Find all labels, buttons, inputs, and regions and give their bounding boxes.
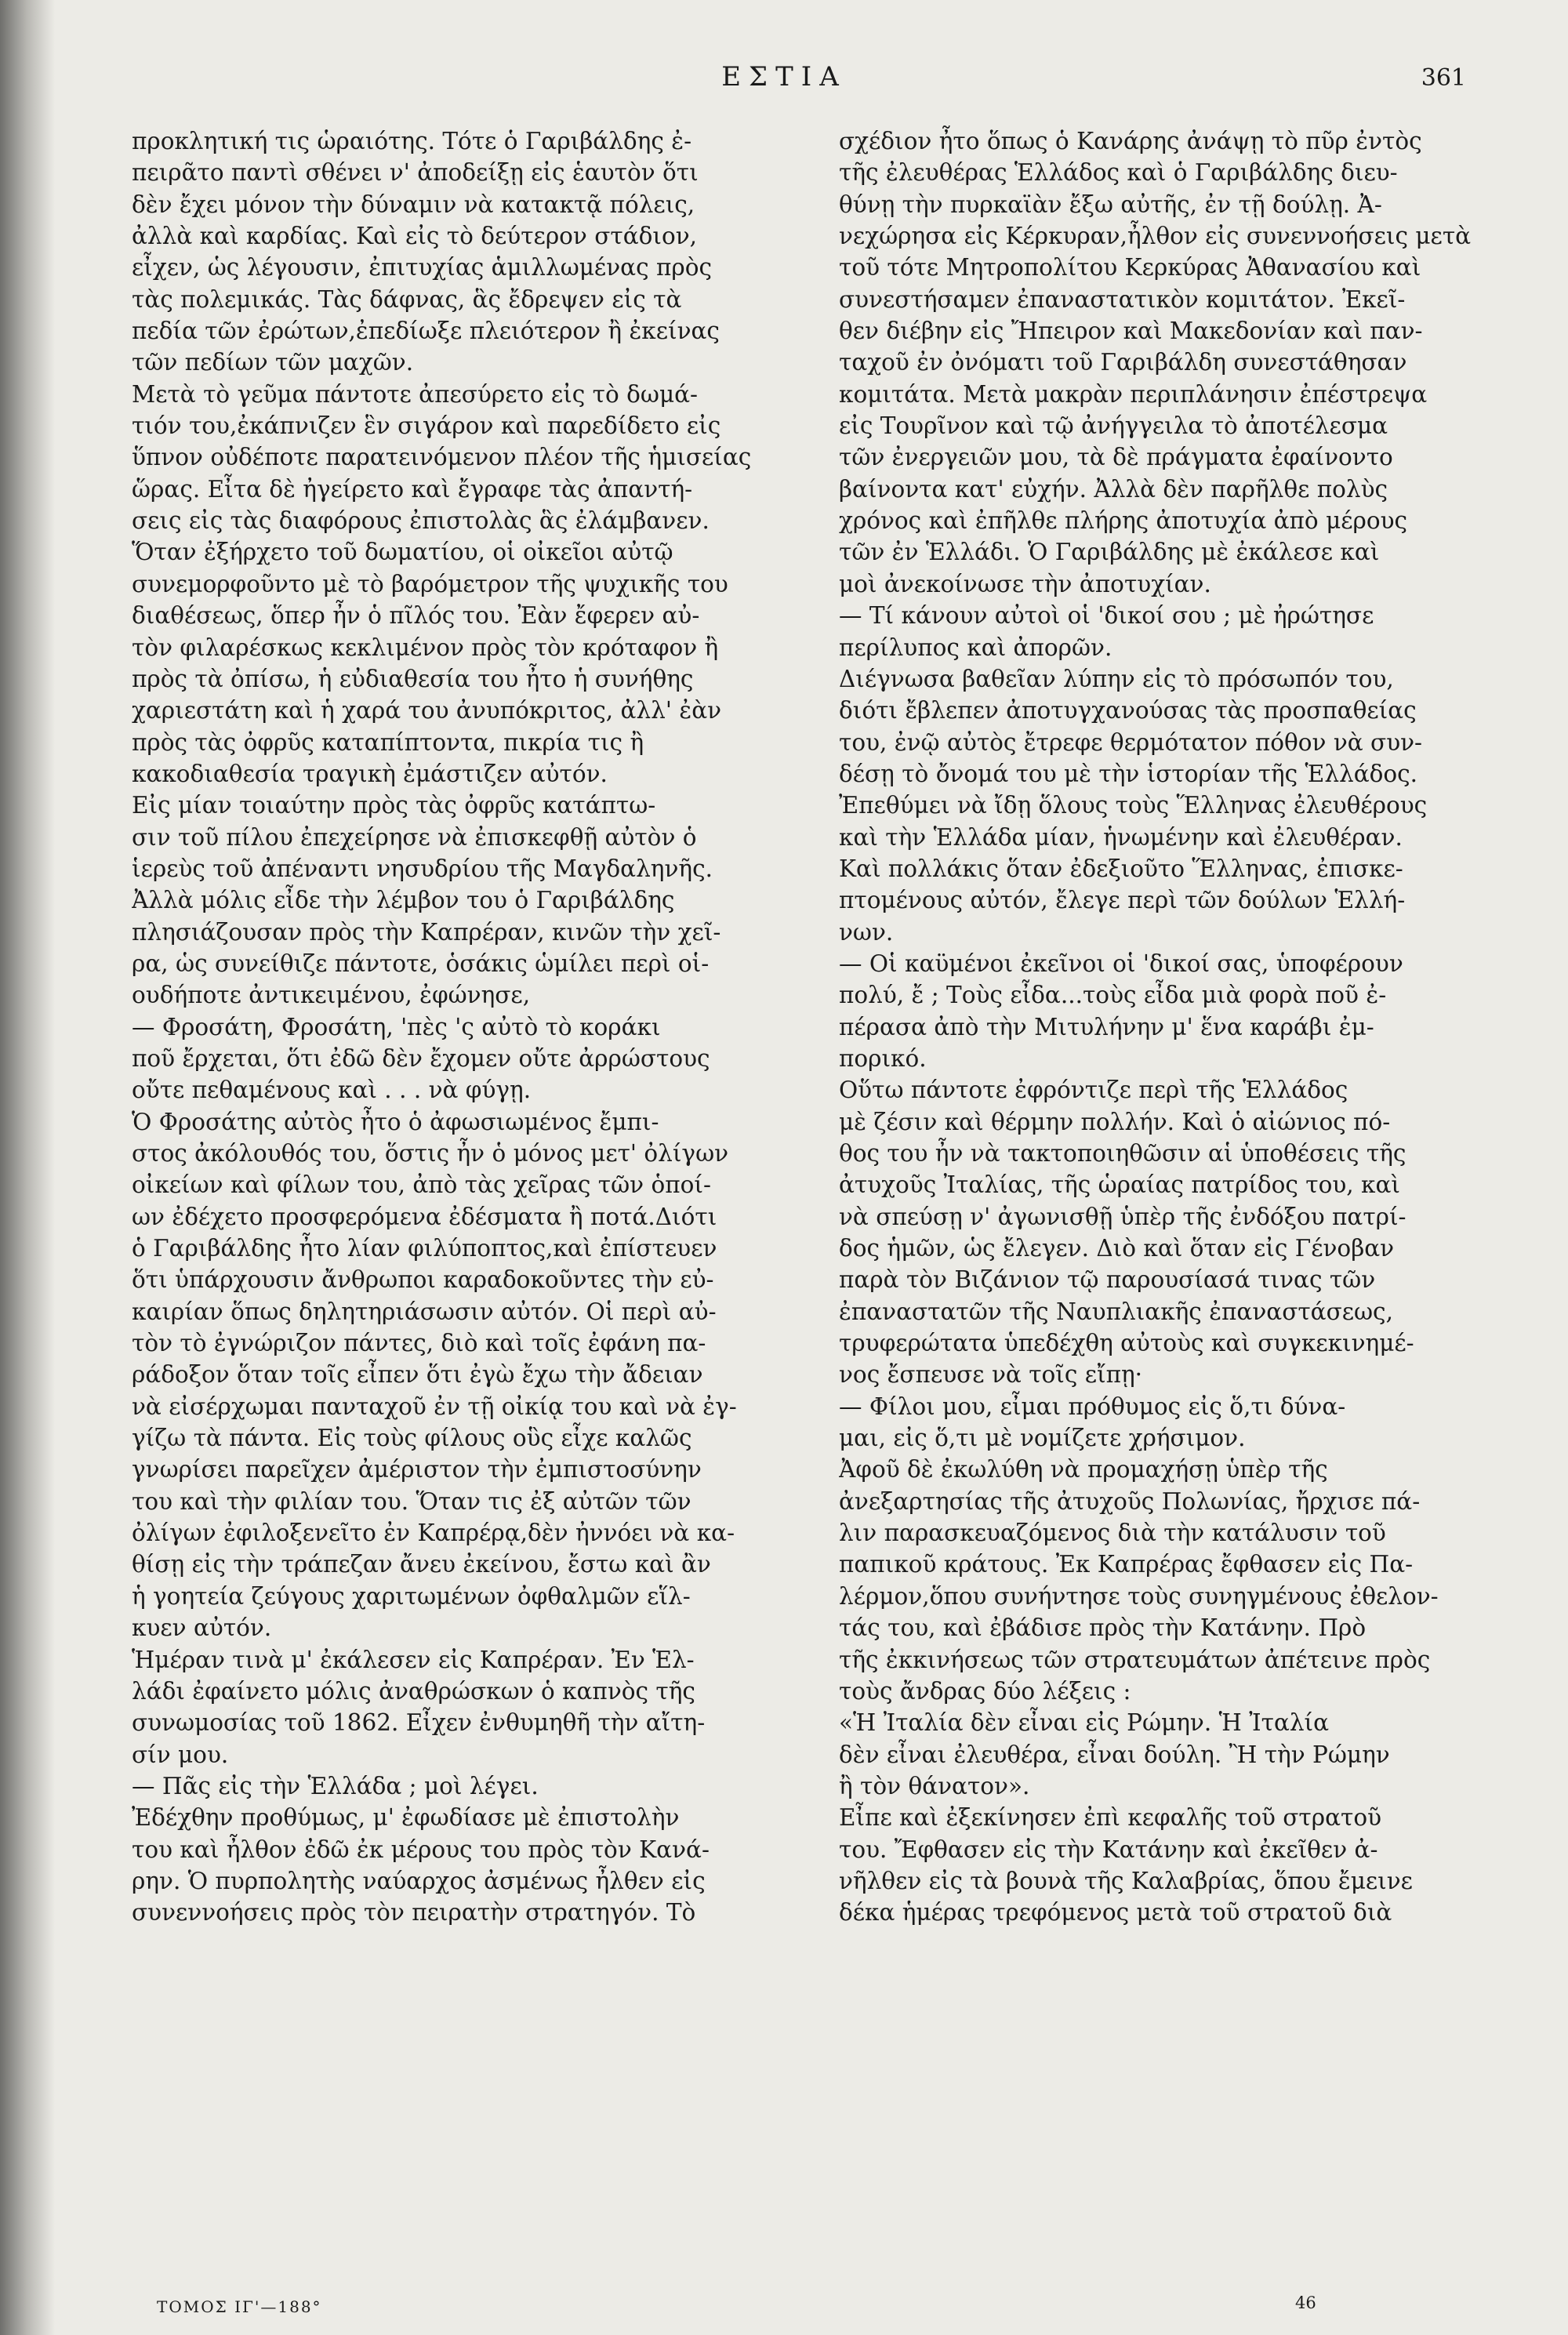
text-line: τοῦ τότε Μητροπολίτου Κερκύρας Ἀθανασίου καὶ [839,254,1421,281]
text-line: τὰς πολεμικάς. Τὰς δάφνας, ἃς ἔδρεψεν εἰς τὰ [132,285,682,313]
text-line: νεχώρησα εἰς Κέρκυραν,ἦλθον εἰς συνεννοήσεις μετὰ [839,223,1472,250]
text-line: του καὶ ἦλθον ἐδῶ ἐκ μέρους του πρὸς τὸν Κανά- [132,1836,710,1863]
text-line: τῆς ἐκκινήσεως τῶν στρατευμάτων ἀπέτεινε πρὸς [839,1646,1431,1673]
text-line: διαθέσεως, ὅπερ ἦν ὁ πῖλός του. Ἐὰν ἔφερεν αὐ- [132,602,700,630]
text-line: — Φροσάτη, Φροσάτη, 'πὲς 'ς αὐτὸ τὸ κοράκι [132,1013,661,1040]
text-line: Διέγνωσα βαθεῖαν λύπην εἰς τὸ πρόσωπόν του, [839,665,1394,692]
text-line: τῶν ἐν Ἑλλάδι. Ὁ Γαριβάλδης μὲ ἐκάλεσε καὶ [839,539,1380,566]
text-line: κυεν αὐτόν. [132,1614,272,1642]
text-line: μὲ ζέσιν καὶ θέρμην πολλήν. Καὶ ὁ αἰώνιος πό- [839,1108,1391,1135]
text-line: νὰ σπεύσῃ ν' ἀγωνισθῇ ὑπὲρ τῆς ἐνδόξου πατρί- [839,1203,1406,1230]
running-title: ΕΣΤΙΑ [721,61,847,93]
text-line: ων ἐδέχετο προσφερόμενα ἐδέσματα ἢ ποτά.Διότι [132,1203,717,1230]
text-line: ρα, ὡς συνείθιζε πάντοτε, ὁσάκις ὡμίλει περὶ οἱ- [132,950,710,977]
text-line: Ἐπεθύμει νὰ ἴδῃ ὅλους τοὺς Ἕλληνας ἐλευθέρους [839,792,1428,819]
text-line: σίν μου. [132,1741,229,1768]
text-line: ρην. Ὁ πυρπολητὴς ναύαρχος ἀσμένως ἦλθεν εἰς [132,1867,706,1894]
text-line: — Οἱ καϋμένοι ἐκεῖνοι οἱ 'δικοί σας, ὑποφέρουν [839,950,1403,977]
text-line: κομιτάτα. Μετὰ μακρὰν περιπλάνησιν ἐπέστρεψα [839,380,1428,408]
text-line: Ἐδέχθην προθύμως, μ' ἐφωδίασε μὲ ἐπιστολὴν [132,1804,680,1832]
text-line: Εἶπε καὶ ἐξεκίνησεν ἐπὶ κεφαλῆς τοῦ στρατοῦ [839,1804,1382,1832]
text-line: τῆς ἐλευθέρας Ἑλλάδος καὶ ὁ Γαριβάλδης διευ- [839,159,1398,187]
text-line: τὸν τὸ ἐγνώριζον πάντες, διὸ καὶ τοῖς ἐφάνη πα- [132,1330,706,1357]
text-line: γίζω τὰ πάντα. Εἰς τοὺς φίλους οὓς εἶχε καλῶς [132,1425,692,1452]
text-line: πρὸς τὰ ὀπίσω, ἡ εὐδιαθεσία του ἦτο ἡ συνήθης [132,665,694,692]
text-line: ὁ Γαριβάλδης ἦτο λίαν φιλύποπτος,καὶ ἐπίστευεν [132,1235,717,1262]
text-line: ἱερεὺς τοῦ ἀπέναντι νησυδρίου τῆς Μαγδαληνῆς. [132,855,713,882]
text-line: ἢ τὸν θάνατον». [839,1772,1030,1799]
text-line: ὅτι ὑπάρχουσιν ἄνθρωποι καραδοκοῦντες τὴν εὐ- [132,1266,714,1294]
text-line: θεν διέβην εἰς Ἤπειρον καὶ Μακεδονίαν καὶ παν- [839,318,1423,345]
text-line: δος ἡμῶν, ὡς ἔλεγεν. Διὸ καὶ ὅταν εἰς Γένοβαν [839,1235,1395,1262]
text-line: τοὺς ἄνδρας δύο λέξεις : [839,1677,1131,1705]
page-number: 361 [1421,64,1466,92]
text-line: τῶν ἐνεργειῶν μου, τὰ δὲ πράγματα ἐφαίνοντο [839,444,1393,471]
text-column-right [839,125,1474,1929]
text-line: ράδοξον ὅταν τοῖς εἶπεν ὅτι ἐγὼ ἔχω τὴν ἄδειαν [132,1361,703,1389]
text-line: στος ἀκόλουθός του, ὅστις ἦν ὁ μόνος μετ' ὀλίγων [132,1140,729,1167]
text-line: ἀλλὰ καὶ καρδίας. Καὶ εἰς τὸ δεύτερον στάδιον, [132,223,698,250]
text-line: τιόν του,ἐκάπνιζεν ἓν σιγάρον καὶ παρεδίδετο εἰς [132,412,721,440]
text-line: θύνῃ τὴν πυρκαϊὰν ἔξω αὐτῆς, ἐν τῇ δούλῃ. Ἀ- [839,191,1382,218]
text-line: Οὕτω πάντοτε ἐφρόντιζε περὶ τῆς Ἑλλάδος [839,1077,1348,1104]
text-line: συνεμορφοῦντο μὲ τὸ βαρόμετρον τῆς ψυχικῆς του [132,570,728,597]
text-line: χαριεστάτη καὶ ἡ χαρά του ἀνυπόκριτος, ἀλλ' ἐὰν [132,697,722,724]
text-line: λιν παρασκευαζόμενος διὰ τὴν κατάλυσιν τοῦ [839,1520,1386,1547]
volume-footer: ΤΟΜΟΣ ΙΓ'—188° [157,2297,322,2316]
text-line: γνωρίσει παρεῖχεν ἀμέριστον τὴν ἐμπιστοσύνην [132,1456,702,1483]
text-line: ταχοῦ ἐν ὀνόματι τοῦ Γαριβάλδη συνεστάθησαν [839,349,1407,376]
text-line: ὥρας. Εἶτα δὲ ἠγείρετο καὶ ἔγραφε τὰς ἀπαντή- [132,475,693,503]
text-line: νος ἔσπευσε νὰ τοῖς εἴπῃ· [839,1361,1143,1389]
text-line: διότι ἔβλεπεν ἀποτυγχανούσας τὰς προσπαθείας [839,697,1417,724]
text-line: του, ἐνῷ αὐτὸς ἔτρεφε θερμότατον πόθον νὰ συν- [839,728,1423,756]
text-column-left [132,125,767,1929]
text-line: ἐπαναστατῶν τῆς Ναυπλιακῆς ἐπαναστάσεως, [839,1298,1393,1325]
text-line: θος του ἦν νὰ τακτοποιηθῶσιν αἱ ὑποθέσεις τῆς [839,1140,1406,1167]
text-line: πεδία τῶν ἐρώτων,ἐπεδίωξε πλειότερον ἢ ἐκείνας [132,318,720,345]
text-line: τὸν φιλαρέσκως κεκλιμένον πρὸς τὸν κρόταφον ἢ [132,634,719,661]
text-line: δὲν ἔχει μόνον τὴν δύναμιν νὰ κατακτᾷ πόλεις, [132,191,695,218]
text-line: πλησιάζουσαν πρὸς τὴν Καπρέραν, κινῶν τὴν χεῖ- [132,918,721,946]
text-line: ἡ γοητεία ζεύγους χαριτωμένων ὀφθαλμῶν εἵλ- [132,1582,691,1610]
text-line: νων. [839,918,894,946]
text-line: συνεστήσαμεν ἐπαναστατικὸν κομιτάτον. Ἐκεῖ- [839,285,1406,313]
signature-mark: 46 [1295,2293,1316,2312]
book-gutter-shadow [0,0,55,2335]
text-line: κακοδιαθεσία τραγικὴ ἐμάστιζεν αὐτόν. [132,760,608,787]
text-line: Ὁ Φροσάτης αὐτὸς ἦτο ὁ ἀφωσιωμένος ἔμπι- [132,1108,659,1135]
text-line: τῶν πεδίων τῶν μαχῶν. [132,349,414,376]
text-line: θίσῃ εἰς τὴν τράπεζαν ἄνευ ἐκείνου, ἔστω καὶ ἂν [132,1551,711,1578]
text-line: Ἡμέραν τινὰ μ' ἐκάλεσεν εἰς Καπρέραν. Ἐν Ἑλ- [132,1646,695,1673]
text-line: — Πᾶς εἰς τὴν Ἑλλάδα ; μοὶ λέγει. [132,1772,539,1799]
text-line: οἰκείων καὶ φίλων του, ἀπὸ τὰς χεῖρας τῶν ὁποί- [132,1171,711,1199]
text-line: οὔτε πεθαμένους καὶ . . . νὰ φύγῃ. [132,1077,532,1104]
text-line: καιρίαν ὅπως δηλητηριάσωσιν αὐτόν. Οἱ περὶ αὐ- [132,1298,717,1325]
text-line: πέρασα ἀπὸ τὴν Μιτυλήνην μ' ἕνα καράβι ἐμ- [839,1013,1374,1040]
text-line: περίλυπος καὶ ἀπορῶν. [839,634,1112,661]
text-line: συνεννοήσεις πρὸς τὸν πειρατὴν στρατηγόν. Τὸ [132,1899,696,1926]
text-line: δέσῃ τὸ ὄνομά του μὲ τὴν ἱστορίαν τῆς Ἑλλάδος. [839,760,1418,787]
text-line: ουδήποτε ἀντικειμένου, ἐφώνησε, [132,982,531,1009]
text-line: — Τί κάνουν αὐτοὶ οἱ 'δικοί σου ; μὲ ἠρώτησε [839,602,1374,630]
text-line: παρὰ τὸν Βιζάνιον τῷ παρουσίασά τινας τῶν [839,1266,1376,1294]
text-line: σιν τοῦ πίλου ἐπεχείρησε νὰ ἐπισκεφθῇ αὐτὸν ὁ [132,823,697,851]
text-line: καὶ τὴν Ἑλλάδα μίαν, ἡνωμένην καὶ ἐλευθέραν. [839,823,1403,851]
text-line: πτομένους αὐτόν, ἔλεγε περὶ τῶν δούλων Ἑλλή- [839,887,1406,914]
text-line: ἀνεξαρτησίας τῆς ἀτυχοῦς Πολωνίας, ἤρχισε πά- [839,1487,1421,1515]
text-line: Καὶ πολλάκις ὅταν ἐδεξιοῦτο Ἕλληνας, ἐπισκε- [839,855,1403,882]
text-line: βαίνοντα κατ' εὐχήν. Ἀλλὰ δὲν παρῆλθε πολὺς [839,475,1388,503]
text-line: συνωμοσίας τοῦ 1862. Εἶχεν ἐνθυμηθῆ τὴν αἴτη- [132,1709,706,1737]
text-line: λέρμον,ὅπου συνήντησε τοὺς συνηγμένους ἐθελον- [839,1582,1439,1610]
text-line: μοὶ ἀνεκοίνωσε τὴν ἀποτυχίαν. [839,570,1211,597]
text-line: εἶχεν, ὡς λέγουσιν, ἐπιτυχίας ἁμιλλωμένας πρὸς [132,254,712,281]
text-line: τάς του, καὶ ἐβάδισε πρὸς τὴν Κατάνην. Πρὸ [839,1614,1367,1642]
text-line: χρόνος καὶ ἐπῆλθε πλήρης ἀποτυχία ἀπὸ μέρους [839,507,1408,535]
text-line: σχέδιον ἦτο ὅπως ὁ Κανάρης ἀνάψῃ τὸ πῦρ ἐντὸς [839,128,1422,154]
text-line: ὕπνον οὐδέποτε παρατεινόμενον πλέον τῆς ἡμισείας [132,444,752,471]
text-line: νὰ εἰσέρχωμαι πανταχοῦ ἐν τῇ οἰκίᾳ του καὶ νὰ ἐγ- [132,1393,737,1420]
text-line: παπικοῦ κράτους. Ἐκ Καπρέρας ἔφθασεν εἰς Πα- [839,1551,1414,1578]
text-line: εἰς Τουρῖνον καὶ τῷ ἀνήγγειλα τὸ ἀποτέλεσμα [839,412,1388,440]
text-line: Ἀλλὰ μόλις εἶδε τὴν λέμβον του ὁ Γαριβάλδης [132,887,675,914]
text-line: του. Ἔφθασεν εἰς τὴν Κατάνην καὶ ἐκεῖθεν ἀ- [839,1836,1378,1863]
text-line: πειρᾶτο παντὶ σθένει ν' ἀποδείξῃ εἰς ἑαυτὸν ὅτι [132,159,699,187]
text-line: ποῦ ἔρχεται, ὅτι ἐδῶ δὲν ἔχομεν οὔτε ἀρρώστους [132,1044,710,1072]
text-line: πρὸς τὰς ὀφρῦς καταπίπτοντα, πικρία τις ἢ [132,728,644,756]
text-line: Ἀφοῦ δὲ ἐκωλύθη νὰ προμαχήσῃ ὑπὲρ τῆς [839,1456,1328,1483]
text-line: πορικό. [839,1044,927,1072]
text-line: δέκα ἡμέρας τρεφόμενος μετὰ τοῦ στρατοῦ διὰ [839,1899,1392,1926]
text-line: προκλητική τις ὡραιότης. Τότε ὁ Γαριβάλδης ἐ- [132,128,692,154]
text-line: ὀλίγων ἐφιλοξενεῖτο ἐν Καπρέρᾳ,δὲν ἠννόει νὰ κα- [132,1520,735,1547]
text-line: τρυφερώτατα ὑπεδέχθη αὐτοὺς καὶ συγκεκινημέ- [839,1330,1414,1357]
text-line: «Ἡ Ἰταλία δὲν εἶναι εἰς Ρώμην. Ἡ Ἰταλία [839,1709,1330,1737]
text-line: μαι, εἰς ὅ,τι μὲ νομίζετε χρήσιμον. [839,1425,1246,1452]
text-line: σεις εἰς τὰς διαφόρους ἐπιστολὰς ἃς ἐλάμβανεν. [132,507,710,535]
text-line: νῆλθεν εἰς τὰ βουνὰ τῆς Καλαβρίας, ὅπου ἔμεινε [839,1867,1413,1894]
text-line: — Φίλοι μου, εἶμαι πρόθυμος εἰς ὅ,τι δύνα- [839,1393,1346,1420]
text-line: λάδι ἐφαίνετο μόλις ἀναθρώσκων ὁ καπνὸς τῆς [132,1677,695,1705]
text-line: του καὶ τὴν φιλίαν του. Ὅταν τις ἐξ αὐτῶν τῶν [132,1487,691,1515]
text-line: Εἰς μίαν τοιαύτην πρὸς τὰς ὀφρῦς κατάπτω- [132,792,656,819]
text-line: ἀτυχοῦς Ἰταλίας, τῆς ὡραίας πατρίδος του, καὶ [839,1171,1400,1199]
text-line: Ὅταν ἐξήρχετο τοῦ δωματίου, οἱ οἰκεῖοι αὐτῷ [132,539,673,566]
text-line: Μετὰ τὸ γεῦμα πάντοτε ἀπεσύρετο εἰς τὸ δωμά- [132,380,699,408]
text-line: δὲν εἶναι ἐλευθέρα, εἶναι δούλη. Ἢ τὴν Ρώμην [839,1741,1390,1768]
text-line: πολύ, ἔ ; Τοὺς εἶδα...τοὺς εἶδα μιὰ φορὰ ποῦ ἐ- [839,982,1387,1009]
